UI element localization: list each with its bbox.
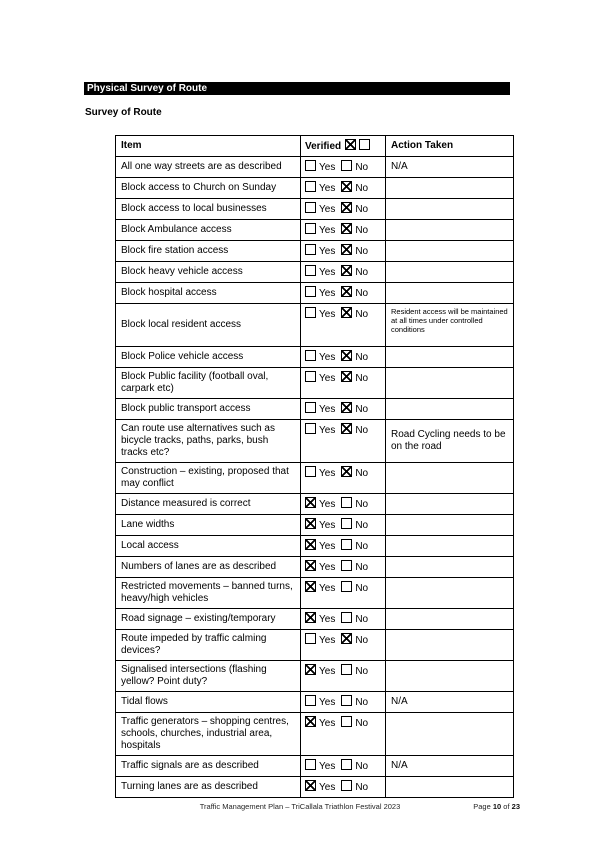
yes-label: Yes bbox=[319, 162, 336, 173]
verified-cell bbox=[301, 578, 386, 609]
yes-label: Yes bbox=[319, 520, 336, 531]
verified-cell bbox=[301, 494, 386, 515]
action-cell bbox=[386, 262, 514, 283]
column-header-action: Action Taken bbox=[386, 136, 514, 157]
no-checkbox[interactable] bbox=[341, 560, 352, 571]
no-label: No bbox=[355, 288, 369, 299]
no-label: No bbox=[355, 562, 369, 573]
no-label: No bbox=[355, 468, 369, 479]
no-checkbox[interactable] bbox=[341, 695, 352, 706]
yes-label: Yes bbox=[319, 718, 336, 729]
no-label: No bbox=[355, 162, 369, 173]
table-row bbox=[116, 756, 514, 777]
yes-label: Yes bbox=[319, 666, 336, 677]
yes-checkbox[interactable] bbox=[305, 402, 316, 413]
item-cell: Can route use alternatives such as bicycle tracks, paths, parks, bush tracks etc? bbox=[116, 420, 301, 463]
no-checkbox[interactable] bbox=[341, 265, 352, 276]
no-label: No bbox=[355, 246, 369, 257]
no-checkbox[interactable] bbox=[341, 518, 352, 529]
verified-cell bbox=[301, 777, 386, 798]
item-cell: Route impeded by traffic calming devices? bbox=[116, 630, 301, 661]
table-row bbox=[116, 368, 514, 399]
item-cell: Block public transport access bbox=[116, 399, 301, 420]
no-checkbox[interactable] bbox=[341, 423, 352, 434]
no-label: No bbox=[355, 499, 369, 510]
verified-cell bbox=[301, 347, 386, 368]
no-label: No bbox=[355, 635, 369, 646]
action-cell: N/A bbox=[386, 756, 514, 777]
no-checkbox[interactable] bbox=[341, 202, 352, 213]
no-checkbox[interactable] bbox=[341, 350, 352, 361]
yes-checkbox[interactable] bbox=[305, 560, 316, 571]
item-cell: Block heavy vehicle access bbox=[116, 262, 301, 283]
section-title: Physical Survey of Route bbox=[87, 83, 208, 94]
item-cell: Traffic signals are as described bbox=[116, 756, 301, 777]
yes-checkbox[interactable] bbox=[305, 423, 316, 434]
table-row bbox=[116, 178, 514, 199]
yes-checkbox[interactable] bbox=[305, 371, 316, 382]
yes-label: Yes bbox=[319, 425, 336, 436]
action-cell: N/A bbox=[386, 157, 514, 178]
no-checkbox[interactable] bbox=[341, 780, 352, 791]
verified-cell bbox=[301, 609, 386, 630]
table-row bbox=[116, 157, 514, 178]
table-row bbox=[116, 262, 514, 283]
no-label: No bbox=[355, 225, 369, 236]
table-row bbox=[116, 220, 514, 241]
yes-checkbox[interactable] bbox=[305, 307, 316, 318]
column-header-item: Item bbox=[116, 136, 301, 157]
section-title-bar bbox=[84, 82, 510, 95]
no-label: No bbox=[355, 583, 369, 594]
table-row bbox=[116, 347, 514, 368]
yes-checkbox[interactable] bbox=[305, 223, 316, 234]
action-cell bbox=[386, 536, 514, 557]
footer-page-number bbox=[473, 802, 520, 811]
item-cell: Road signage – existing/temporary bbox=[116, 609, 301, 630]
no-checkbox[interactable] bbox=[341, 402, 352, 413]
yes-label: Yes bbox=[319, 225, 336, 236]
survey-table bbox=[115, 135, 514, 798]
table-row bbox=[116, 283, 514, 304]
action-cell bbox=[386, 578, 514, 609]
verified-cell bbox=[301, 756, 386, 777]
yes-checkbox[interactable] bbox=[305, 780, 316, 791]
table-row bbox=[116, 692, 514, 713]
yes-label: Yes bbox=[319, 761, 336, 772]
yes-label: Yes bbox=[319, 583, 336, 594]
action-cell bbox=[386, 777, 514, 798]
verified-unchecked-box-icon bbox=[359, 139, 370, 150]
yes-label: Yes bbox=[319, 697, 336, 708]
item-cell: Block Police vehicle access bbox=[116, 347, 301, 368]
yes-checkbox[interactable] bbox=[305, 716, 316, 727]
no-label: No bbox=[355, 404, 369, 415]
item-cell: Signalised intersections (flashing yellow? Point duty? bbox=[116, 661, 301, 692]
yes-label: Yes bbox=[319, 404, 336, 415]
page-label: Page bbox=[473, 802, 491, 811]
item-cell: Restricted movements – banned turns, heavy/high vehicles bbox=[116, 578, 301, 609]
yes-checkbox[interactable] bbox=[305, 265, 316, 276]
yes-label: Yes bbox=[319, 246, 336, 257]
no-label: No bbox=[355, 267, 369, 278]
verified-cell bbox=[301, 661, 386, 692]
yes-label: Yes bbox=[319, 541, 336, 552]
table-row bbox=[116, 515, 514, 536]
action-cell bbox=[386, 609, 514, 630]
action-cell bbox=[386, 178, 514, 199]
table-row bbox=[116, 304, 514, 347]
yes-checkbox[interactable] bbox=[305, 633, 316, 644]
action-cell bbox=[386, 399, 514, 420]
page-number-value: 10 bbox=[492, 802, 502, 811]
no-label: No bbox=[355, 697, 369, 708]
no-label: No bbox=[355, 614, 369, 625]
yes-checkbox[interactable] bbox=[305, 350, 316, 361]
no-label: No bbox=[355, 183, 369, 194]
yes-checkbox[interactable] bbox=[305, 539, 316, 550]
item-cell: Traffic generators – shopping centres, schools, churches, industrial area, hospitals bbox=[116, 713, 301, 756]
verified-cell bbox=[301, 199, 386, 220]
action-cell bbox=[386, 713, 514, 756]
verified-cell bbox=[301, 304, 386, 347]
table-row bbox=[116, 557, 514, 578]
item-cell: Block Public facility (football oval, carpark etc) bbox=[116, 368, 301, 399]
verified-cell bbox=[301, 157, 386, 178]
action-cell bbox=[386, 241, 514, 262]
item-cell: Block hospital access bbox=[116, 283, 301, 304]
yes-label: Yes bbox=[319, 635, 336, 646]
table-row bbox=[116, 713, 514, 756]
no-label: No bbox=[355, 373, 369, 384]
yes-label: Yes bbox=[319, 267, 336, 278]
no-checkbox[interactable] bbox=[341, 497, 352, 508]
item-cell: Block access to Church on Sunday bbox=[116, 178, 301, 199]
no-label: No bbox=[355, 718, 369, 729]
verified-cell bbox=[301, 399, 386, 420]
yes-checkbox[interactable] bbox=[305, 466, 316, 477]
action-cell bbox=[386, 557, 514, 578]
action-cell bbox=[386, 347, 514, 368]
yes-label: Yes bbox=[319, 352, 336, 363]
table-row bbox=[116, 536, 514, 557]
yes-checkbox[interactable] bbox=[305, 612, 316, 623]
action-cell bbox=[386, 515, 514, 536]
no-label: No bbox=[355, 425, 369, 436]
no-checkbox[interactable] bbox=[341, 307, 352, 318]
no-label: No bbox=[355, 782, 369, 793]
verified-cell bbox=[301, 220, 386, 241]
item-cell: Tidal flows bbox=[116, 692, 301, 713]
action-cell bbox=[386, 199, 514, 220]
item-cell: Lane widths bbox=[116, 515, 301, 536]
verified-cell bbox=[301, 515, 386, 536]
verified-cell bbox=[301, 630, 386, 661]
verified-cell bbox=[301, 283, 386, 304]
item-cell: Block access to local businesses bbox=[116, 199, 301, 220]
table-row bbox=[116, 777, 514, 798]
no-checkbox[interactable] bbox=[341, 664, 352, 675]
verified-cell bbox=[301, 178, 386, 199]
item-cell: Block Ambulance access bbox=[116, 220, 301, 241]
action-cell bbox=[386, 494, 514, 515]
yes-label: Yes bbox=[319, 373, 336, 384]
yes-label: Yes bbox=[319, 499, 336, 510]
subsection-heading: Survey of Route bbox=[85, 107, 162, 118]
no-checkbox[interactable] bbox=[341, 371, 352, 382]
table-row bbox=[116, 494, 514, 515]
table-row bbox=[116, 578, 514, 609]
item-cell: Turning lanes are as described bbox=[116, 777, 301, 798]
action-cell bbox=[386, 368, 514, 399]
action-cell: N/A bbox=[386, 692, 514, 713]
yes-checkbox[interactable] bbox=[305, 202, 316, 213]
verified-cell bbox=[301, 692, 386, 713]
yes-checkbox[interactable] bbox=[305, 286, 316, 297]
no-label: No bbox=[355, 541, 369, 552]
no-checkbox[interactable] bbox=[341, 160, 352, 171]
of-label: of bbox=[503, 802, 510, 811]
no-checkbox[interactable] bbox=[341, 759, 352, 770]
table-header-row bbox=[116, 136, 514, 157]
no-checkbox[interactable] bbox=[341, 716, 352, 727]
yes-label: Yes bbox=[319, 183, 336, 194]
yes-label: Yes bbox=[319, 468, 336, 479]
no-label: No bbox=[355, 520, 369, 531]
verified-cell bbox=[301, 368, 386, 399]
action-cell bbox=[386, 463, 514, 494]
table-row bbox=[116, 241, 514, 262]
no-label: No bbox=[355, 204, 369, 215]
yes-checkbox[interactable] bbox=[305, 759, 316, 770]
action-cell bbox=[386, 661, 514, 692]
yes-label: Yes bbox=[319, 782, 336, 793]
no-label: No bbox=[355, 761, 369, 772]
footer-document-title: Traffic Management Plan – TriCallala Triathlon Festival 2023 bbox=[199, 802, 401, 811]
item-cell: Distance measured is correct bbox=[116, 494, 301, 515]
yes-checkbox[interactable] bbox=[305, 181, 316, 192]
verified-cell bbox=[301, 463, 386, 494]
yes-checkbox[interactable] bbox=[305, 581, 316, 592]
no-checkbox[interactable] bbox=[341, 181, 352, 192]
no-checkbox[interactable] bbox=[341, 244, 352, 255]
no-checkbox[interactable] bbox=[341, 633, 352, 644]
yes-label: Yes bbox=[319, 562, 336, 573]
action-cell bbox=[386, 283, 514, 304]
yes-label: Yes bbox=[319, 204, 336, 215]
table-row bbox=[116, 609, 514, 630]
verified-cell bbox=[301, 241, 386, 262]
item-cell: Numbers of lanes are as described bbox=[116, 557, 301, 578]
verified-cell bbox=[301, 536, 386, 557]
item-cell: Construction – existing, proposed that may conflict bbox=[116, 463, 301, 494]
no-checkbox[interactable] bbox=[341, 466, 352, 477]
no-checkbox[interactable] bbox=[341, 612, 352, 623]
yes-checkbox[interactable] bbox=[305, 518, 316, 529]
no-label: No bbox=[355, 666, 369, 677]
table-row bbox=[116, 661, 514, 692]
action-cell bbox=[386, 220, 514, 241]
no-checkbox[interactable] bbox=[341, 539, 352, 550]
yes-checkbox[interactable] bbox=[305, 497, 316, 508]
table-row bbox=[116, 420, 514, 463]
verified-cell bbox=[301, 420, 386, 463]
yes-checkbox[interactable] bbox=[305, 664, 316, 675]
no-checkbox[interactable] bbox=[341, 223, 352, 234]
verified-cell bbox=[301, 262, 386, 283]
verified-checked-box-icon bbox=[345, 139, 356, 150]
item-cell: Block local resident access bbox=[116, 304, 301, 347]
table-row bbox=[116, 199, 514, 220]
no-checkbox[interactable] bbox=[341, 581, 352, 592]
yes-checkbox[interactable] bbox=[305, 244, 316, 255]
action-cell: Resident access will be maintained at all times under controlled conditions bbox=[386, 304, 514, 347]
no-label: No bbox=[355, 352, 369, 363]
item-cell: Block fire station access bbox=[116, 241, 301, 262]
table-row bbox=[116, 399, 514, 420]
table-row bbox=[116, 463, 514, 494]
no-label: No bbox=[355, 309, 369, 320]
item-cell: Local access bbox=[116, 536, 301, 557]
table-row bbox=[116, 630, 514, 661]
no-checkbox[interactable] bbox=[341, 286, 352, 297]
yes-label: Yes bbox=[319, 309, 336, 320]
yes-label: Yes bbox=[319, 288, 336, 299]
action-cell: Road Cycling needs to be on the road bbox=[386, 420, 514, 463]
action-cell bbox=[386, 630, 514, 661]
item-cell: All one way streets are as described bbox=[116, 157, 301, 178]
verified-cell bbox=[301, 713, 386, 756]
page-total-value: 23 bbox=[511, 802, 520, 811]
yes-checkbox[interactable] bbox=[305, 160, 316, 171]
verified-header-label: Verified bbox=[305, 141, 342, 152]
column-header-verified bbox=[301, 136, 386, 157]
verified-cell bbox=[301, 557, 386, 578]
yes-label: Yes bbox=[319, 614, 336, 625]
yes-checkbox[interactable] bbox=[305, 695, 316, 706]
